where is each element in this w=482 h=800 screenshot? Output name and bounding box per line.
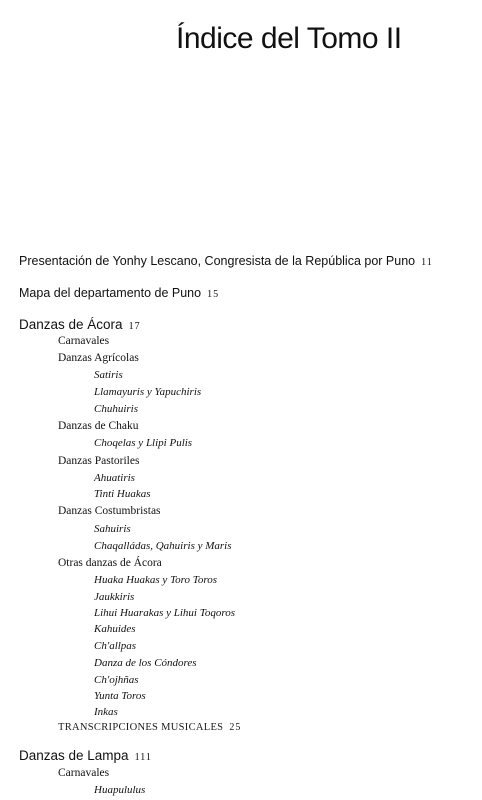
toc-group[interactable]: Carnavales bbox=[58, 335, 110, 347]
toc-item[interactable]: Ch'allpas bbox=[94, 640, 137, 652]
toc-section-lampa[interactable] bbox=[19, 749, 152, 763]
toc-item[interactable]: Jaukkiris bbox=[94, 591, 135, 603]
toc-item[interactable]: Chaqalládas, Qahuiris y Maris bbox=[94, 540, 232, 552]
toc-page-number: 17 bbox=[128, 321, 141, 332]
toc-item[interactable]: Lihui Huarakas y Lihui Toqoros bbox=[94, 607, 235, 619]
toc-entry-presentacion[interactable] bbox=[19, 255, 433, 268]
toc-item[interactable]: Sahuiris bbox=[94, 523, 131, 535]
toc-item[interactable]: Ahuatiris bbox=[94, 472, 135, 484]
toc-group[interactable]: Danzas Pastoriles bbox=[58, 455, 140, 467]
toc-group[interactable]: Danzas de Chaku bbox=[58, 420, 139, 432]
toc-group[interactable]: Otras danzas de Ácora bbox=[58, 557, 162, 569]
toc-item[interactable]: Chuhuiris bbox=[94, 403, 139, 415]
toc-entry-label: Presentación de Yonhy Lescano, Congresista de la República por Puno bbox=[19, 254, 416, 268]
toc-page-number: 25 bbox=[229, 722, 242, 733]
toc-page-number: 11 bbox=[421, 257, 433, 268]
toc-item[interactable]: Danza de los Cóndores bbox=[94, 657, 197, 669]
toc-transcripciones[interactable] bbox=[58, 723, 241, 734]
toc-section-label: Danzas de Ácora bbox=[19, 317, 123, 332]
toc-entry-label: Mapa del departamento de Puno bbox=[19, 286, 202, 300]
toc-item[interactable]: Ch'ojhñas bbox=[94, 674, 139, 686]
toc-entry-mapa[interactable] bbox=[19, 287, 219, 300]
toc-group[interactable]: Danzas Costumbristas bbox=[58, 505, 161, 517]
toc-item[interactable]: Huaka Huakas y Toro Toros bbox=[94, 574, 218, 586]
toc-item[interactable]: Inkas bbox=[94, 706, 118, 718]
toc-item[interactable]: Huapululus bbox=[94, 784, 146, 796]
toc-group[interactable]: Danzas Agrícolas bbox=[58, 352, 139, 364]
toc-item[interactable]: Llamayuris y Yapuchiris bbox=[94, 386, 202, 398]
toc-item[interactable]: Tinti Huakas bbox=[94, 488, 151, 500]
toc-item[interactable]: Kahuides bbox=[94, 623, 136, 635]
toc-section-acora[interactable] bbox=[19, 318, 141, 332]
toc-entry-label: TRANSCRIPCIONES MUSICALES bbox=[58, 722, 224, 733]
toc-item[interactable]: Yunta Toros bbox=[94, 690, 146, 702]
toc-group[interactable]: Carnavales bbox=[58, 767, 110, 779]
page-title: Índice del Tomo II bbox=[176, 22, 402, 55]
toc-section-label: Danzas de Lampa bbox=[19, 748, 129, 763]
toc-item[interactable]: Satiris bbox=[94, 369, 123, 381]
toc-item[interactable]: Choqelas y Llipi Pulis bbox=[94, 437, 193, 449]
toc-page-number: 111 bbox=[134, 752, 152, 763]
toc-page-number: 15 bbox=[207, 289, 220, 300]
